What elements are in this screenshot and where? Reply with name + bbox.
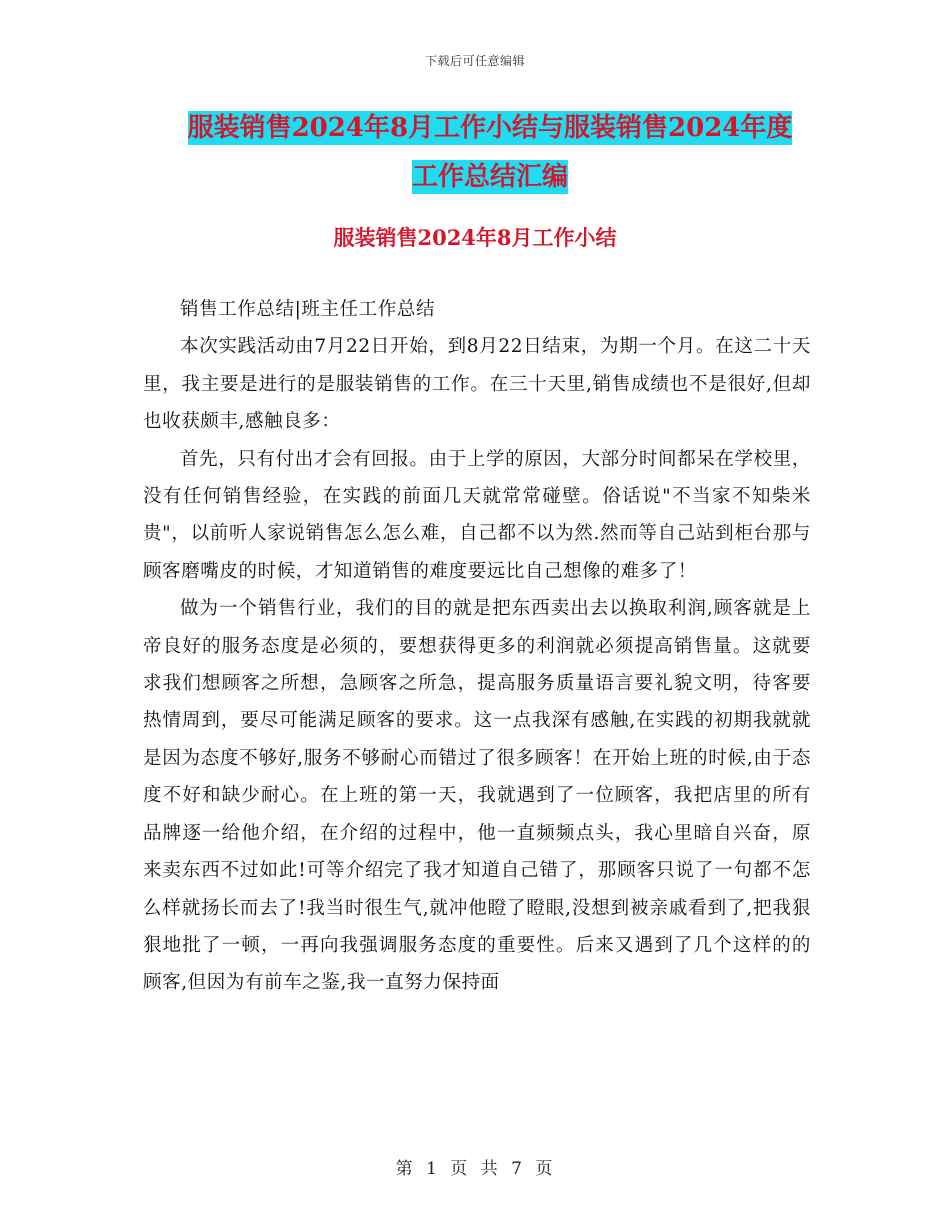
header-note: 下载后可任意编辑: [424, 54, 525, 68]
paragraph-categories: 销售工作总结|班主任工作总结: [180, 299, 436, 320]
title-line-1: 服装销售2024年8月工作小结与服装销售2024年度: [187, 113, 793, 143]
paragraph-first-point: 首先，只有付出才会有回报。由于上学的原因，大部分时间都呆在学校里，没有任何销售经验，在实践的前面几天就常常碰壁。俗话说"不当家不知柴米贵"，以前听人家说销售怎么怎么难，自己都不以为然.然而等自己站到柜台那与顾客磨嘴皮的时候，才知道销售的难度要远比自己想像的难多了！: [143, 448, 811, 582]
body-text: [143, 291, 811, 1002]
document-title: [140, 105, 840, 203]
section-title: 服装销售2024年8月工作小结: [333, 225, 617, 250]
page-footer: 第 1 页 共 7 页: [395, 1159, 555, 1179]
title-line-2: 工作总结汇编: [411, 162, 568, 192]
paragraph-service-attitude: 做为一个销售行业，我们的目的就是把东西卖出去以换取利润,顾客就是上帝良好的服务态度是必须的，要想获得更多的利润就必须提高销售量。这就要求我们想顾客之所想，急顾客之所急，提高服务质量语言要礼貌文明，待客要热情周到，要尽可能满足顾客的要求。这一点我深有感触,在实践的初期我就就是因为态度不够好,服务不够耐心而错过了很多顾客！在开始上班的时候,由于态度不好和缺少耐心。在上班的第一天，我就遇到了一位顾客，我把店里的所有品牌逐一给他介绍，在介绍的过程中，他一直频频点头，我心里暗自兴奋，原来卖东西不过如此!可等介绍完了我才知道自己错了，那顾客只说了一句都不怎么样就扬长而去了!我当时很生气,就冲他瞪了瞪眼,没想到被亲戚看到了,把我狠狠地批了一顿，一再向我强调服务态度的重要性。后来又遇到了几个这样的的顾客,但因为有前车之鉴,我一直努力保持面: [143, 598, 811, 994]
paragraph-intro: 本次实践活动由7月22日开始，到8月22日结束，为期一个月。在这二十天里，我主要是进行的是服装销售的工作。在三十天里,销售成绩也不是很好,但却也收获颇丰,感触良多：: [143, 336, 811, 433]
